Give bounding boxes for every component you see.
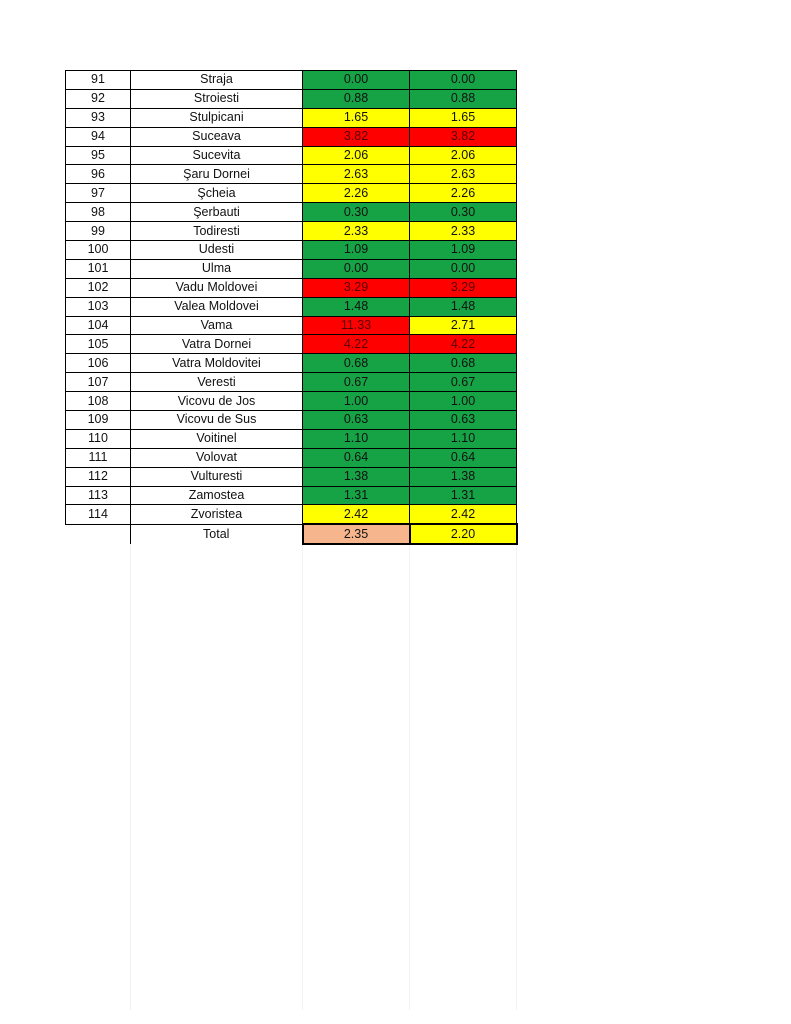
value-1: 1.48 <box>303 297 410 316</box>
row-number: 99 <box>66 222 131 241</box>
table-row <box>66 335 517 354</box>
value-2: 2.63 <box>410 165 517 184</box>
row-number: 108 <box>66 392 131 411</box>
row-number: 102 <box>66 278 131 297</box>
row-number: 105 <box>66 335 131 354</box>
value-2: 2.42 <box>410 505 517 524</box>
table-row <box>66 108 517 127</box>
value-2: 4.22 <box>410 335 517 354</box>
value-1: 2.42 <box>303 505 410 524</box>
table-row <box>66 373 517 392</box>
value-1: 1.38 <box>303 467 410 486</box>
value-2: 0.88 <box>410 89 517 108</box>
locality-name: Ulma <box>131 259 303 278</box>
row-number: 114 <box>66 505 131 524</box>
row-number: 110 <box>66 429 131 448</box>
locality-name: Vatra Moldovitei <box>131 354 303 373</box>
value-1: 1.31 <box>303 486 410 505</box>
value-1: 1.09 <box>303 241 410 260</box>
value-2: 2.06 <box>410 146 517 165</box>
locality-name: Straja <box>131 71 303 90</box>
value-2: 1.09 <box>410 241 517 260</box>
locality-name: Stroiesti <box>131 89 303 108</box>
value-1: 0.68 <box>303 354 410 373</box>
table-row <box>66 71 517 90</box>
locality-name: Vicovu de Jos <box>131 392 303 411</box>
value-2: 0.30 <box>410 203 517 222</box>
value-1: 0.88 <box>303 89 410 108</box>
table-row <box>66 467 517 486</box>
row-number: 95 <box>66 146 131 165</box>
value-2: 3.29 <box>410 278 517 297</box>
table-row <box>66 505 517 524</box>
row-number: 98 <box>66 203 131 222</box>
table-row <box>66 486 517 505</box>
value-2: 1.10 <box>410 429 517 448</box>
table-row <box>66 411 517 430</box>
total-value-2: 2.20 <box>410 524 517 544</box>
table-row <box>66 297 517 316</box>
table-row <box>66 316 517 335</box>
locality-name: Şcheia <box>131 184 303 203</box>
value-1: 2.26 <box>303 184 410 203</box>
locality-name: Vama <box>131 316 303 335</box>
locality-name: Udesti <box>131 241 303 260</box>
value-1: 1.00 <box>303 392 410 411</box>
value-1: 11.33 <box>303 316 410 335</box>
locality-name: Vulturesti <box>131 467 303 486</box>
row-number: 97 <box>66 184 131 203</box>
row-number: 100 <box>66 241 131 260</box>
locality-name: Vatra Dornei <box>131 335 303 354</box>
value-2: 3.82 <box>410 127 517 146</box>
value-1: 2.06 <box>303 146 410 165</box>
table-row <box>66 429 517 448</box>
total-row <box>66 524 517 544</box>
value-2: 2.33 <box>410 222 517 241</box>
row-number: 103 <box>66 297 131 316</box>
locality-name: Zvoristea <box>131 505 303 524</box>
table-row <box>66 165 517 184</box>
table-row <box>66 278 517 297</box>
row-number: 107 <box>66 373 131 392</box>
locality-name: Suceava <box>131 127 303 146</box>
value-2: 0.00 <box>410 71 517 90</box>
value-2: 0.67 <box>410 373 517 392</box>
gridline-d <box>516 540 517 1010</box>
value-1: 0.63 <box>303 411 410 430</box>
value-1: 2.63 <box>303 165 410 184</box>
value-1: 1.10 <box>303 429 410 448</box>
value-2: 1.00 <box>410 392 517 411</box>
value-1: 2.33 <box>303 222 410 241</box>
locality-name: Veresti <box>131 373 303 392</box>
value-1: 0.67 <box>303 373 410 392</box>
value-1: 0.00 <box>303 71 410 90</box>
table-row <box>66 146 517 165</box>
total-value-1: 2.35 <box>303 524 410 544</box>
value-1: 0.00 <box>303 259 410 278</box>
row-number: 104 <box>66 316 131 335</box>
row-number: 112 <box>66 467 131 486</box>
value-2: 2.71 <box>410 316 517 335</box>
locality-name: Valea Moldovei <box>131 297 303 316</box>
table-row <box>66 448 517 467</box>
gridline-a <box>130 540 131 1010</box>
total-label: Total <box>131 524 303 544</box>
row-number: 96 <box>66 165 131 184</box>
value-2: 1.48 <box>410 297 517 316</box>
row-number: 109 <box>66 411 131 430</box>
value-1: 0.64 <box>303 448 410 467</box>
row-number: 93 <box>66 108 131 127</box>
row-number: 101 <box>66 259 131 278</box>
table-row <box>66 184 517 203</box>
value-1: 3.82 <box>303 127 410 146</box>
locality-name: Stulpicani <box>131 108 303 127</box>
locality-name: Zamostea <box>131 486 303 505</box>
table-row <box>66 127 517 146</box>
locality-name: Sucevita <box>131 146 303 165</box>
value-2: 1.38 <box>410 467 517 486</box>
table-row <box>66 392 517 411</box>
data-table <box>65 70 518 545</box>
table-row <box>66 241 517 260</box>
value-2: 1.65 <box>410 108 517 127</box>
table-row <box>66 89 517 108</box>
row-number: 113 <box>66 486 131 505</box>
row-number: 94 <box>66 127 131 146</box>
value-1: 0.30 <box>303 203 410 222</box>
value-2: 0.68 <box>410 354 517 373</box>
locality-name: Voitinel <box>131 429 303 448</box>
value-2: 0.00 <box>410 259 517 278</box>
table-body <box>66 71 517 525</box>
value-2: 0.63 <box>410 411 517 430</box>
value-1: 3.29 <box>303 278 410 297</box>
row-number: 92 <box>66 89 131 108</box>
value-1: 4.22 <box>303 335 410 354</box>
value-2: 1.31 <box>410 486 517 505</box>
locality-name: Vadu Moldovei <box>131 278 303 297</box>
value-2: 0.64 <box>410 448 517 467</box>
total-num-cell <box>66 524 131 544</box>
gridline-b <box>302 540 303 1010</box>
row-number: 111 <box>66 448 131 467</box>
row-number: 106 <box>66 354 131 373</box>
locality-name: Volovat <box>131 448 303 467</box>
locality-name: Şerbauti <box>131 203 303 222</box>
table-row <box>66 259 517 278</box>
gridline-c <box>409 540 410 1010</box>
value-2: 2.26 <box>410 184 517 203</box>
locality-name: Todiresti <box>131 222 303 241</box>
table-row <box>66 354 517 373</box>
table-row <box>66 203 517 222</box>
row-number: 91 <box>66 71 131 90</box>
table-row <box>66 222 517 241</box>
value-1: 1.65 <box>303 108 410 127</box>
locality-name: Şaru Dornei <box>131 165 303 184</box>
locality-name: Vicovu de Sus <box>131 411 303 430</box>
